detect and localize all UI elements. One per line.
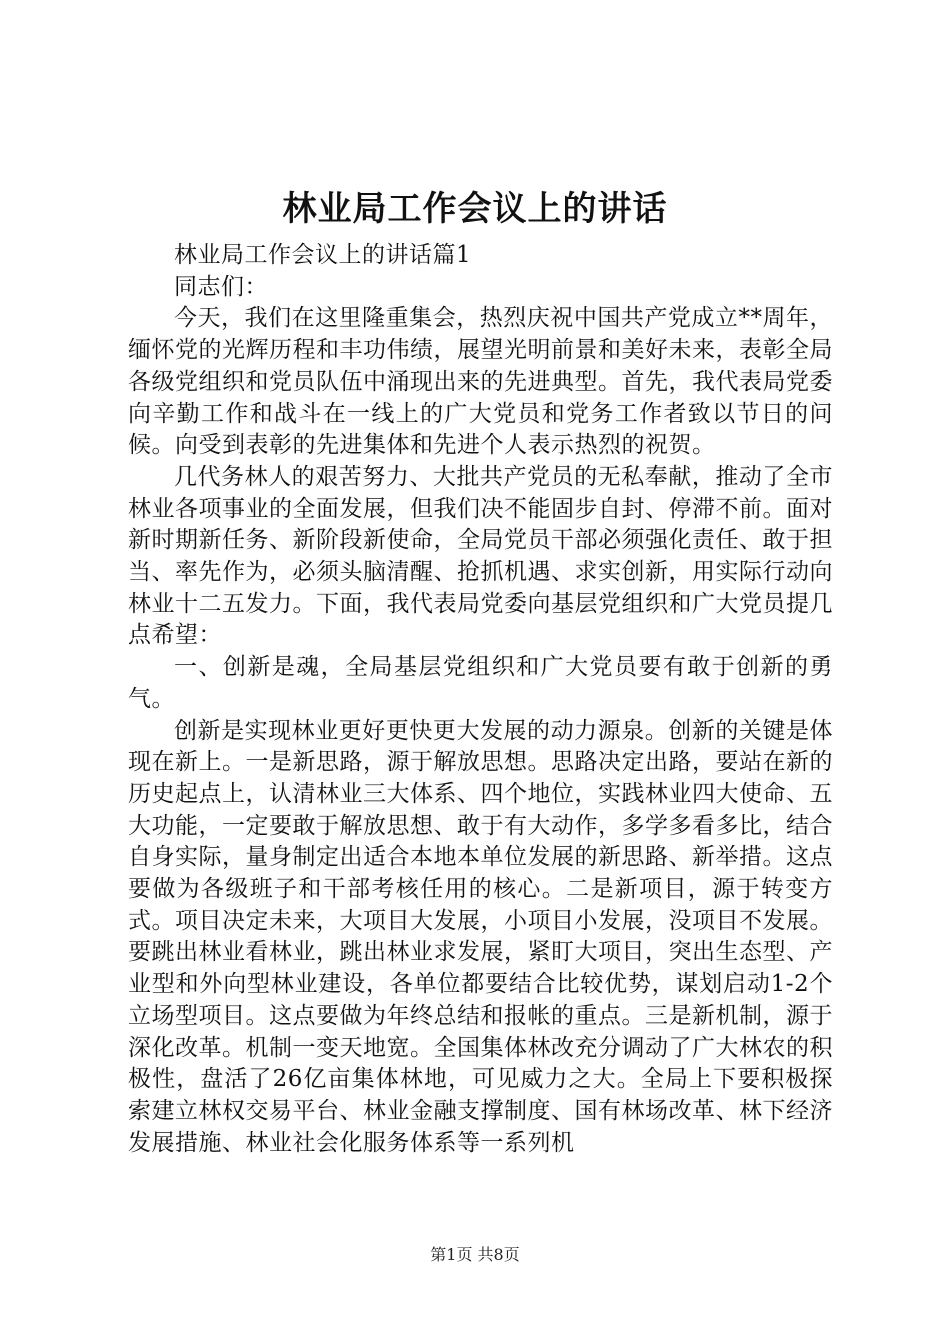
paragraph: 今天，我们在这里隆重集会，热烈庆祝中国共产党成立**周年，缅怀党的光辉历程和丰功伟绩，展望光明前景和美好未来，表彰全局各级党组织和党员队伍中涌现出来的先进典型。首先，我代表局党委向辛勤工作和战斗在一线上的广大党员和党务工作者致以节日的问候。向受到表彰的先进集体和先进个人表示热烈的祝贺。 bbox=[128, 305, 833, 459]
paragraph: 几代务林人的艰苦努力、大批共产党员的无私奉献，推动了全市林业各项事业的全面发展，但我们决不能固步自封、停滞不前。面对新时期新任务、新阶段新使命，全局党员干部必须强化责任、敢于担当、率先作为，必须头脑清醒、抢抓机遇、求实创新，用实际行动向林业十二五发力。下面，我代表局党委向基层党组织和广大党员提几点希望： bbox=[128, 463, 833, 649]
paragraph-section-heading: 一、创新是魂，全局基层党组织和广大党员要有敢于创新的勇气。 bbox=[128, 654, 833, 712]
paragraph-salutation: 同志们： bbox=[174, 273, 268, 300]
page-footer: 第1页 共8页 bbox=[430, 1245, 520, 1264]
document-body bbox=[128, 240, 833, 1159]
document-title: 林业局工作会议上的讲话 bbox=[282, 189, 668, 229]
paragraph-heading: 林业局工作会议上的讲话篇1 bbox=[174, 242, 472, 268]
paragraph: 创新是实现林业更好更快更大发展的动力源泉。创新的关键是体现在新上。一是新思路，源于解放思想。思路决定出路，要站在新的历史起点上，认清林业三大体系、四个地位，实践林业四大使命、五大功能，一定要敢于解放思想、敢于有大动作，多学多看多比，结合自身实际，量身制定出适合本地本单位发展的新思路、新举措。这点要做为各级班子和干部考核任用的核心。二是新项目，源于转变方式。项目决定未来，大项目大发展，小项目小发展，没项目不发展。要跳出林业看林业，跳出林业求发展，紧盯大项目，突出生态型、产业型和外向型林业建设，各单位都要结合比较优势，谋划启动1-2个立场型项目。这点要做为年终总结和报帐的重点。三是新机制，源于深化改革。机制一变天地宽。全国集体林改充分调动了广大林农的积极性，盘活了26亿亩集体林地，可见威力之大。全局上下要积极探索建立林权交易平台、林业金融支撑制度、国有林场改革、林下经济发展措施、林业社会化服务体系等一系列机 bbox=[128, 717, 833, 1156]
